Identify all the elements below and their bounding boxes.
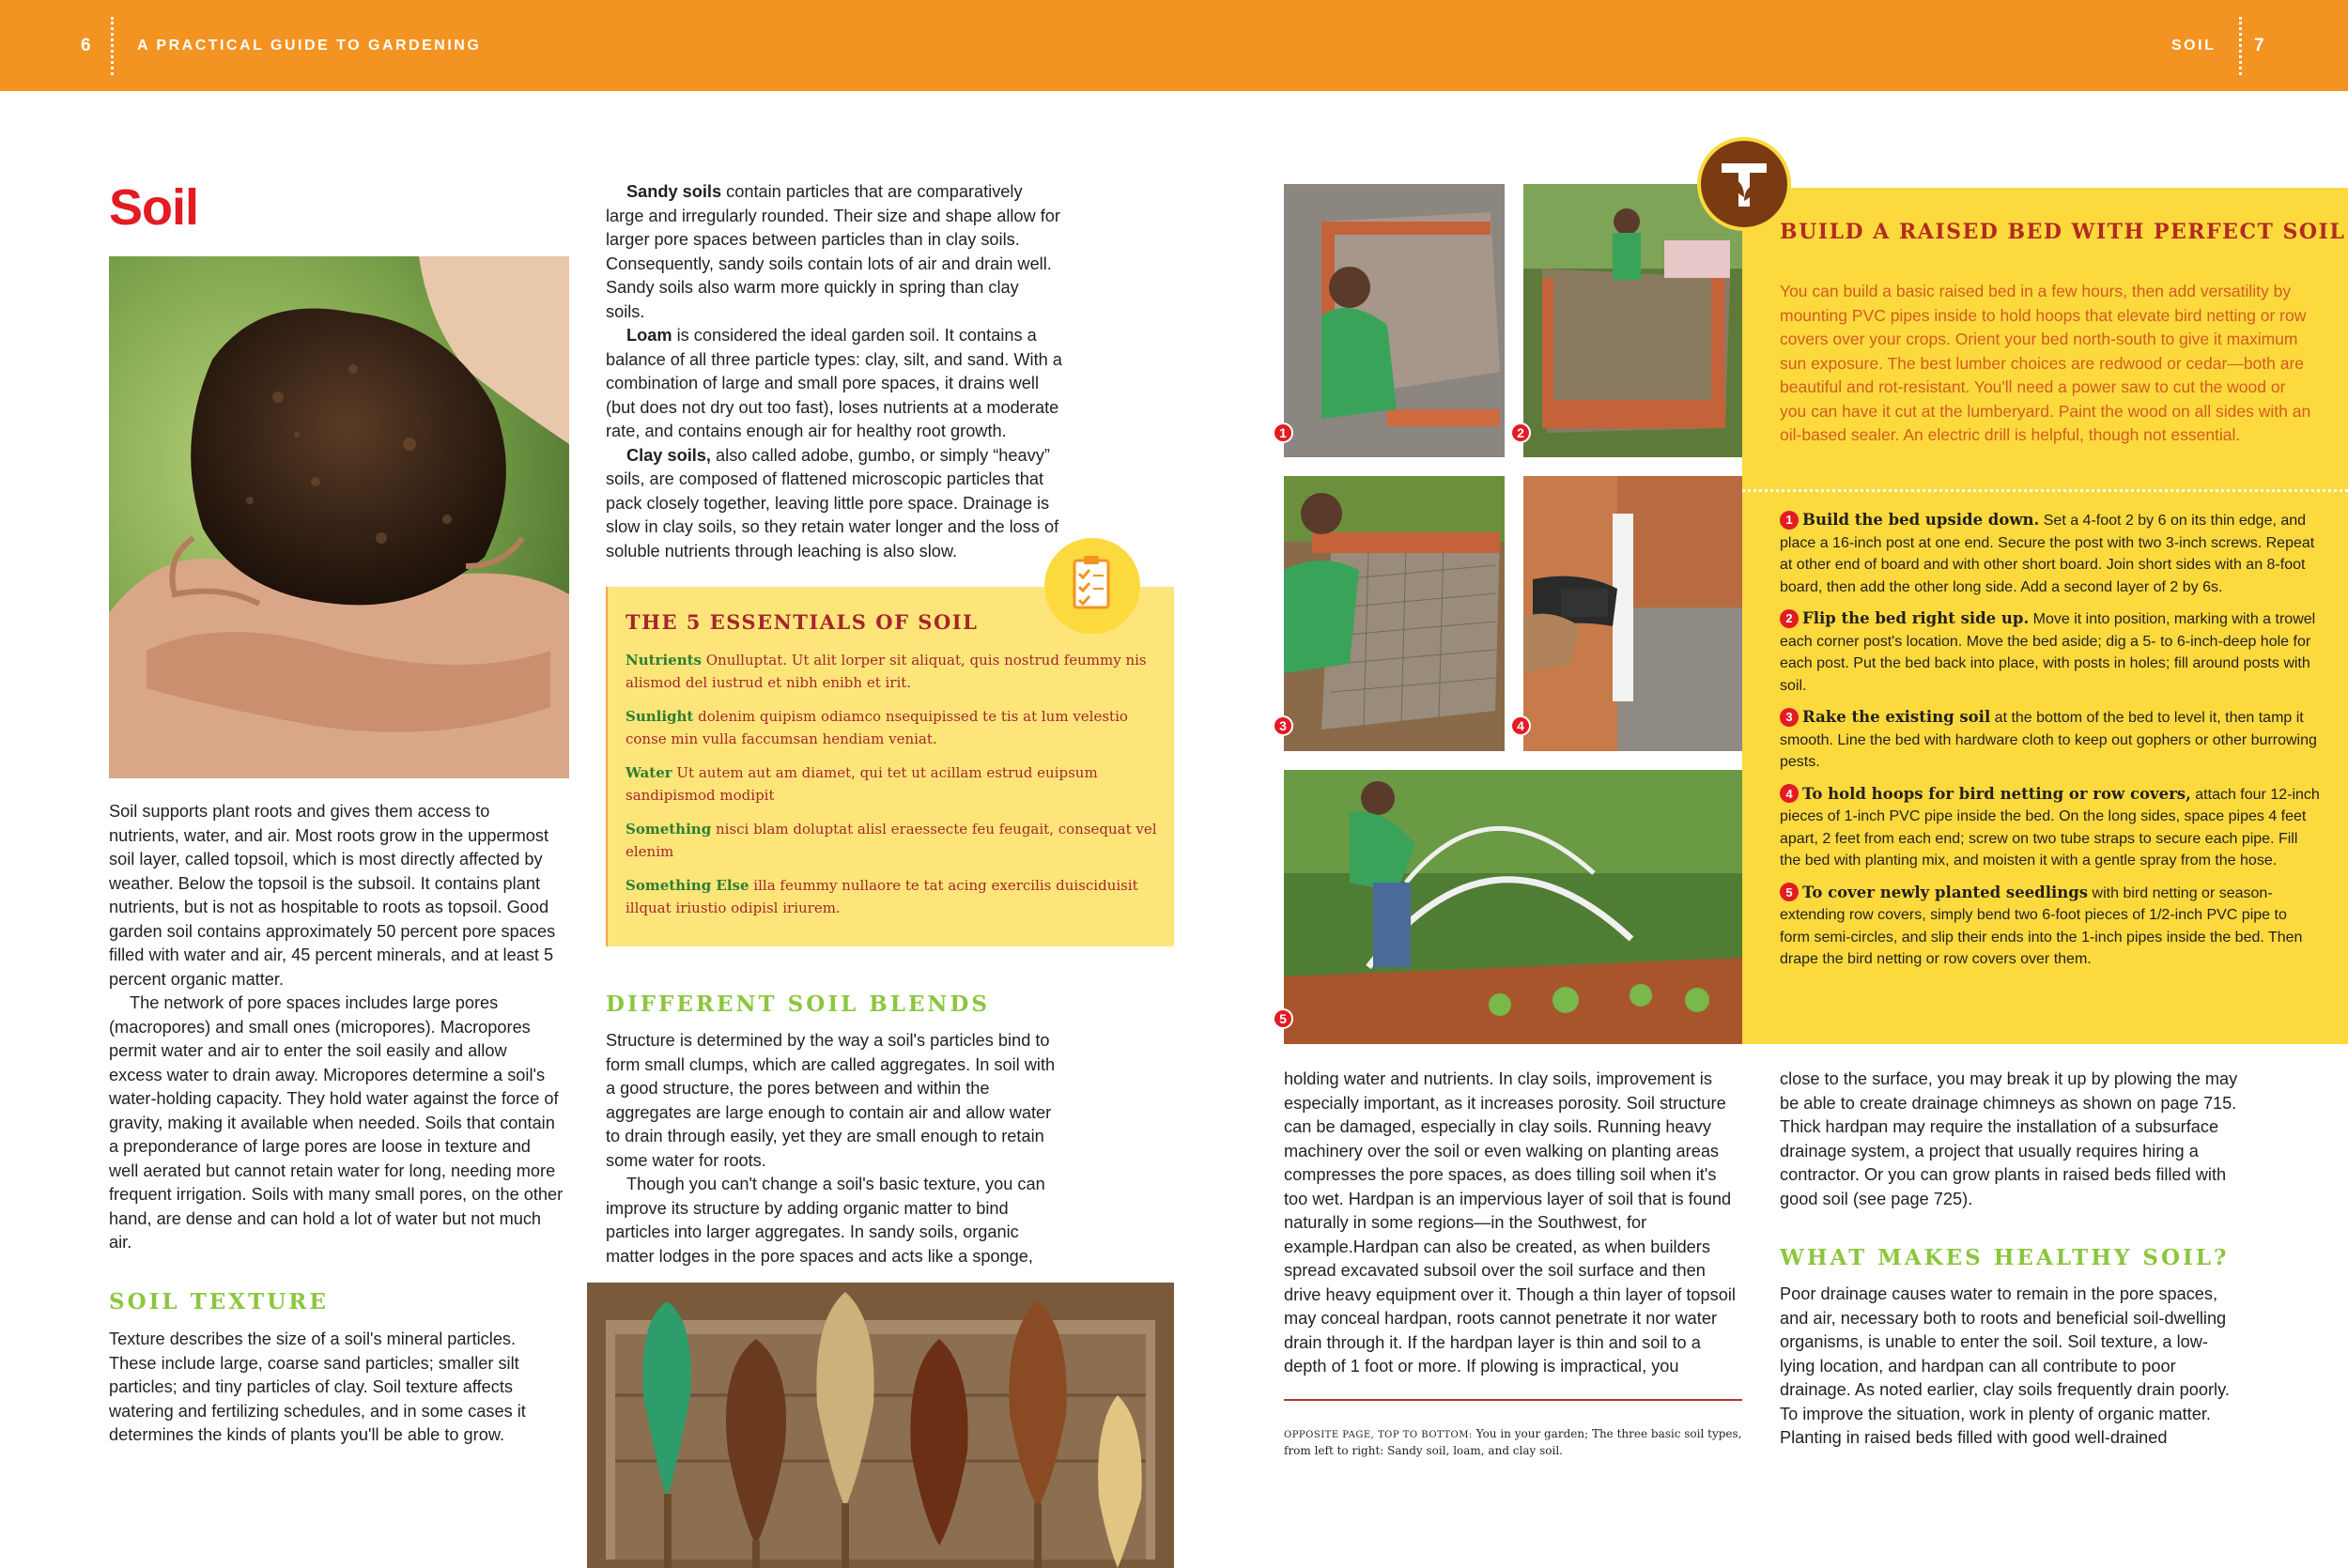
step-photo-3	[1284, 476, 1505, 751]
list-item: Something Else illa feummy nullaore te tat acing exercilis duisciduisit illquat iriustio odipisl iriurem.	[626, 877, 1138, 916]
soil-types-trowels-photo	[587, 1283, 1174, 1568]
step-photo-4	[1523, 476, 1742, 751]
left-running-head: A PRACTICAL GUIDE TO GARDENING	[137, 38, 482, 54]
photo-number-4: 4	[1510, 715, 1531, 736]
dotted-divider	[111, 17, 114, 75]
term-loam: Loam	[626, 326, 672, 345]
list-item: 3 Rake the existing soil at the bottom of the bed to level it, then tamp it smooth. Line the bed with hardware cloth to keep out gophers or other burrowing pests.	[1780, 708, 2317, 770]
dotted-divider	[2239, 17, 2242, 75]
sidebar-intro: You can build a basic raised bed in a few hours, then add versatility by mounting PVC pipes inside to hold hoops that elevate bird netting or row covers over your crops. Orient your bed north-south to give it maximum sun exposure. The best lumber choices are redwood or cedar—both are beautiful and rot-resistant. You'll need a power saw to cut the wood or you can have it cut at the lumberyard. Paint the wood on all sides with an oil-based sealer. An electric drill is helpful, though not essential.	[1780, 282, 2311, 444]
list-item: 2 Flip the bed right side up. Move it into position, marking with a trowel each corner post's location. Move the bed aside; dig a 5- to 6-inch-deep hole for each post. Put the bed back into place, with posts in holes; fill around posts with soil.	[1780, 609, 2316, 694]
photo-number-2: 2	[1510, 423, 1531, 443]
photo-number-5: 5	[1273, 1008, 1293, 1029]
term-clay: Clay soils,	[626, 445, 711, 465]
right-running-head: SOIL	[2171, 38, 2217, 54]
list-item: Something nisci blam doluptat alisl eraessecte feu feugait, consequat vel elenim	[626, 821, 1157, 860]
term-sandy: Sandy soils	[626, 182, 722, 201]
header-bar	[0, 0, 2348, 91]
step-photo-1	[1284, 184, 1505, 457]
trowel-leaf-icon	[1697, 137, 1791, 231]
paragraph: Though you can't change a soil's basic texture, you can improve its structure by adding organic matter to bind particles into larger aggregates. In sandy soils, organic matter lodges in the pore spaces and acts like a sponge,	[606, 1175, 1045, 1266]
hardpan-text	[1284, 1068, 1744, 1379]
paragraph: close to the surface, you may break it up by plowing the may be able to create drainage chimneys as shown on page 715. Thick hardpan may require the installation of a subsurface drainage system, a project that usually requires hiring a contractor. Or you can grow plants in raised beds filled with good soil (see page 725).	[1780, 1069, 2238, 1208]
list-item: Nutrients Onulluptat. Ut alit lorper sit aliquat, quis nostrud feummy nis alismod del iustrud et nibh enibh et irit.	[626, 652, 1147, 691]
essentials-callout	[606, 587, 1174, 946]
sidebar-divider	[1742, 489, 2348, 492]
soil-types-text	[606, 180, 1062, 563]
right-page-number: 7	[2254, 36, 2265, 55]
caption-rule	[1284, 1399, 1742, 1401]
checklist-icon	[1044, 538, 1140, 634]
paragraph: Soil supports plant roots and gives them access to nutrients, water, and air. Most roots grow in the uppermost soil layer, called topsoil, which is most directly affected by weather. Below the topsoil is the subsoil. It contains plant nutrients, but is not as hospitable to roots as topsoil. Good garden soil contains approximately 50 percent pore spaces filled with water and air, 45 percent minerals, and at least 5 percent organic matter.	[109, 802, 556, 989]
section-heading-soil-blends: DIFFERENT SOIL BLENDS	[606, 992, 990, 1017]
page-title: Soil	[109, 179, 199, 236]
section-heading-healthy-soil: WHAT MAKES HEALTHY SOIL?	[1780, 1245, 2230, 1270]
essentials-heading: THE 5 ESSENTIALS OF SOIL	[626, 610, 979, 634]
paragraph: holding water and nutrients. In clay soils, improvement is especially important, as it increases porosity. Soil structure can be damaged, especially in clay soils. Running heavy machinery over the soil or even walking on planting areas compresses the pore spaces, as does tilling soil when it's too wet. Hardpan is an impervious layer of soil that is found naturally in some regions—in the Southwest, for example.Hardpan can also be created, as when builders spread excavated subsoil over the soil surface and then drive heavy equipment over it. Though a thin layer of topsoil may conceal hardpan, roots cannot penetrate it nor water drain through it. If the hardpan layer is thin and soil to a depth of 1 foot or more. If plowing is impractical, you	[1284, 1069, 1736, 1376]
healthy-soil-text	[1780, 1283, 2240, 1451]
caption-text: You in your garden; The three basic soil types, from left to right: Sandy soil, loam, and clay soil.	[1284, 1427, 1742, 1457]
left-page-number: 6	[81, 36, 92, 55]
list-item: Sunlight dolenim quipism odiamco nsequipissed te tis at lum velestio conse min vulla faccumsan hendiam veniat.	[626, 708, 1128, 747]
intro-text	[109, 800, 564, 1255]
list-item: Water Ut autem aut am diamet, qui tet ut acillam estrud euipsum sandipismod modipit	[626, 764, 1098, 804]
section-heading-soil-texture: SOIL TEXTURE	[109, 1289, 329, 1314]
photo-caption	[1284, 1426, 1742, 1459]
steps-list	[1780, 509, 2320, 980]
photo-number-3: 3	[1273, 715, 1293, 736]
soil-texture-text	[109, 1328, 564, 1448]
raised-bed-sidebar	[1742, 188, 2348, 1044]
photo-number-1: 1	[1273, 423, 1293, 443]
paragraph: is considered the ideal garden soil. It contains a balance of all three particle types: clay, silt, and sand. With a combination of large and small pore spaces, it drains well (but does not dry out too fast), loses nutrients at a moderate rate, and contains enough air for healthy root growth.	[606, 326, 1062, 440]
sidebar-heading: BUILD A RAISED BED WITH PERFECT SOIL	[1780, 220, 2346, 244]
list-item: 5 To cover newly planted seedlings with bird netting or season-extending row covers, simply bend two 6-foot pieces of 1/2-inch PVC pipe to form semi-circles, and slip their ends into the 1-inch pipes inside the bed. Then drape the bird netting or row covers over them.	[1780, 883, 2303, 967]
paragraph: Texture describes the size of a soil's mineral particles. These include large, coarse sand particles; smaller silt particles; and tiny particles of clay. Soil texture affects watering and fertilizing schedules, and in some cases it determines the kinds of plants you'll be able to grow.	[109, 1330, 526, 1444]
hands-soil-photo	[109, 256, 569, 778]
soil-blends-text	[606, 1029, 1066, 1268]
paragraph: contain particles that are comparatively large and irregularly rounded. Their size and shape allow for larger pore spaces between particles than in clay soils. Consequently, sandy soils contain lots of air and drain well. Sandy soils also warm more quickly in spring than clay soils.	[606, 182, 1060, 321]
paragraph: Structure is determined by the way a soil's particles bind to form small clumps, which are called aggregates. In soil with a good structure, the pores between and within the aggregates are large enough to contain air and allow water to drain through easily, yet they are small enough to retain some water for roots.	[606, 1031, 1056, 1170]
paragraph: The network of pore spaces includes large pores (macropores) and small ones (micropores). Macropores permit water and air to enter the soil easily and allow excess water to drain away. Micropores determine a soil's water-holding capacity. They hold water against the force of gravity, making it available when needed. Soils that contain a preponderance of large pores are loose in texture and well aerated but cannot retain water for long, needing more frequent irrigation. Soils with many small pores, on the other hand, are dense and can hold a lot of water but not much air.	[109, 993, 564, 1252]
list-item: 4 To hold hoops for bird netting or row covers, attach four 12-inch pieces of 1-inch PVC pipe inside the bed. On the long sides, space pipes 4 feet apart, 2 feet from each end; screw on two tube straps to secure each pipe. Fill the bed with planting mix, and moisten it with a gentle spray from the hose.	[1780, 784, 2320, 869]
caption-label: OPPOSITE PAGE, TOP TO BOTTOM:	[1284, 1430, 1473, 1440]
essentials-list	[626, 649, 1161, 930]
drainage-text	[1780, 1068, 2240, 1211]
step-photo-5	[1284, 770, 1742, 1044]
paragraph: Poor drainage causes water to remain in the pore spaces, and air, necessary both to roots and beneficial soil-dwelling organisms, is unable to enter the soil. Soil texture, a low-lying location, and hardpan can all contribute to poor drainage. As noted earlier, clay soils frequently drain poorly. To improve the situation, work in plenty of organic matter. Planting in raised beds filled with good well-drained	[1780, 1284, 2230, 1447]
list-item: 1 Build the bed upside down. Set a 4-foot 2 by 6 on its thin edge, and place a 16-inch post at one end. Secure the post with two 3-inch screws. Repeat at other end of board and with other short board. Join short sides with an 8-foot board, then add the other long side. Add a second layer of 2 by 6s.	[1780, 511, 2315, 595]
paragraph: also called adobe, gumbo, or simply “heavy” soils, are composed of flattened microscopic particles that pack closely together, leaving little pore space. Drainage is slow in clay soils, so they retain water longer and the loss of soluble nutrients through leaching is also slow.	[606, 445, 1059, 561]
